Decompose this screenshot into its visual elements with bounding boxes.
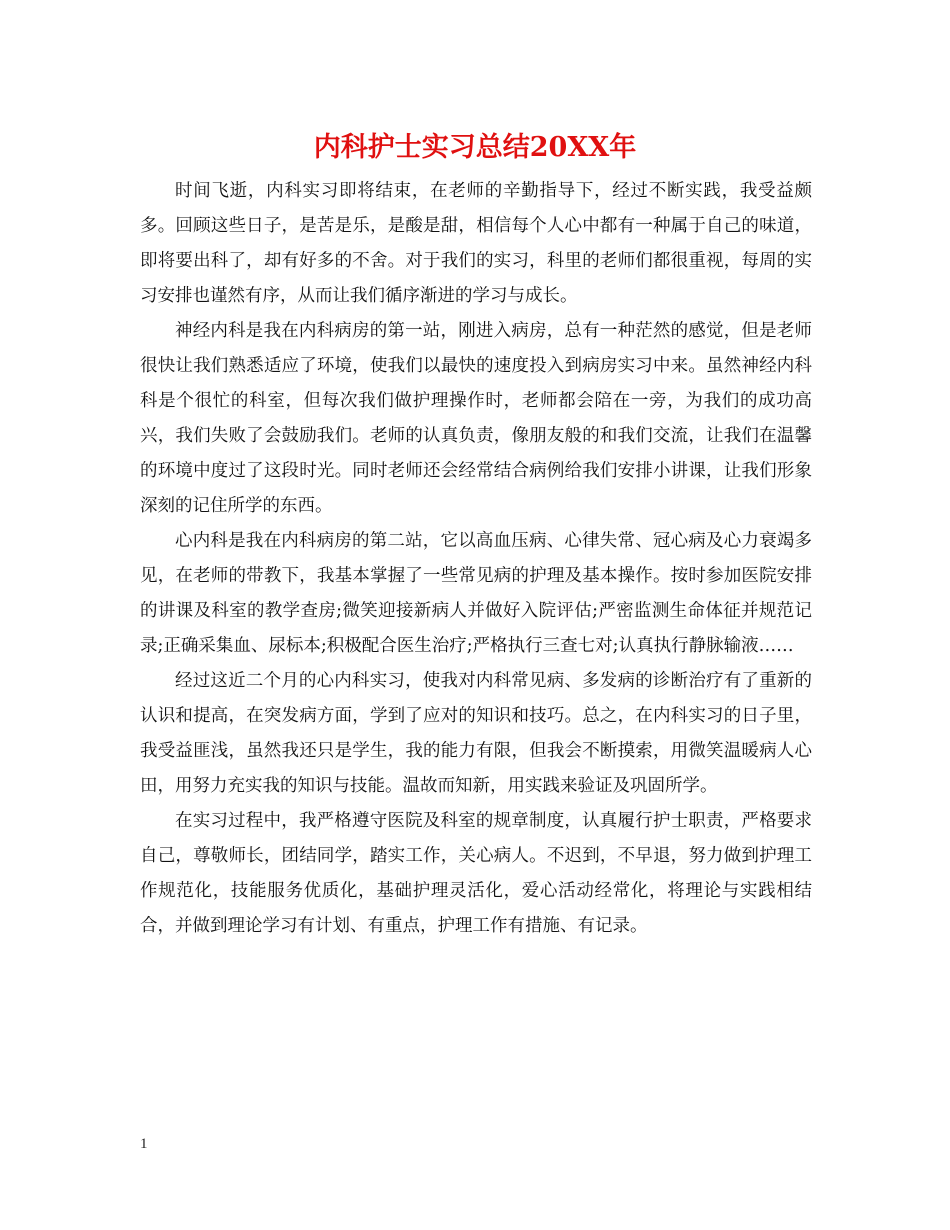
document-body (140, 174, 812, 944)
paragraph-cardiology: 心内科是我在内科病房的第二站，它以高血压病、心律失常、冠心病及心力衰竭多见，在老师的带教下，我基本掌握了一些常见病的护理及基本操作。按时参加医院安排的讲课及科室的教学查房;微笑迎接新病人并做好入院评估;严密监测生命体征并规范记录;正确采集血、尿标本;积极配合医生治疗;严格执行三查七对;认真执行静脉输液…… (140, 531, 812, 656)
paragraph-intro: 时间飞逝，内科实习即将结束，在老师的辛勤指导下，经过不断实践，我受益颇多。回顾这些日子，是苦是乐，是酸是甜，相信每个人心中都有一种属于自己的味道，即将要出科了，却有好多的不舍。对于我们的实习，科里的老师们都很重视，每周的实习安排也谨然有序，从而让我们循序渐进的学习与成长。 (140, 181, 812, 306)
document-title: 内科护士实习总结20XX年 (313, 132, 637, 163)
paragraph-neurology: 神经内科是我在内科病房的第一站，刚进入病房，总有一种茫然的感觉，但是老师很快让我们熟悉适应了环境，使我们以最快的速度投入到病房实习中来。虽然神经内科科是个很忙的科室，但每次我们做护理操作时，老师都会陪在一旁，为我们的成功高兴，我们失败了会鼓励我们。老师的认真负责，像朋友般的和我们交流，让我们在温馨的环境中度过了这段时光。同时老师还会经常结合病例给我们安排小讲课，让我们形象深刻的记住所学的东西。 (140, 321, 812, 516)
paragraph-conduct: 在实习过程中，我严格遵守医院及科室的规章制度，认真履行护士职责，严格要求自己，尊敬师长，团结同学，踏实工作，关心病人。不迟到，不早退，努力做到护理工作规范化，技能服务优质化，基础护理灵活化，爱心活动经常化，将理论与实践相结合，并做到理论学习有计划、有重点，护理工作有措施、有记录。 (140, 811, 812, 936)
page-number: 1 (140, 1136, 148, 1152)
paragraph-summary: 经过这近二个月的心内科实习，使我对内科常见病、多发病的诊断治疗有了重新的认识和提高，在突发病方面，学到了应对的知识和技巧。总之，在内科实习的日子里，我受益匪浅，虽然我还只是学生，我的能力有限，但我会不断摸索，用微笑温暖病人心田，用努力充实我的知识与技能。温故而知新，用实践来验证及巩固所学。 (140, 671, 812, 796)
